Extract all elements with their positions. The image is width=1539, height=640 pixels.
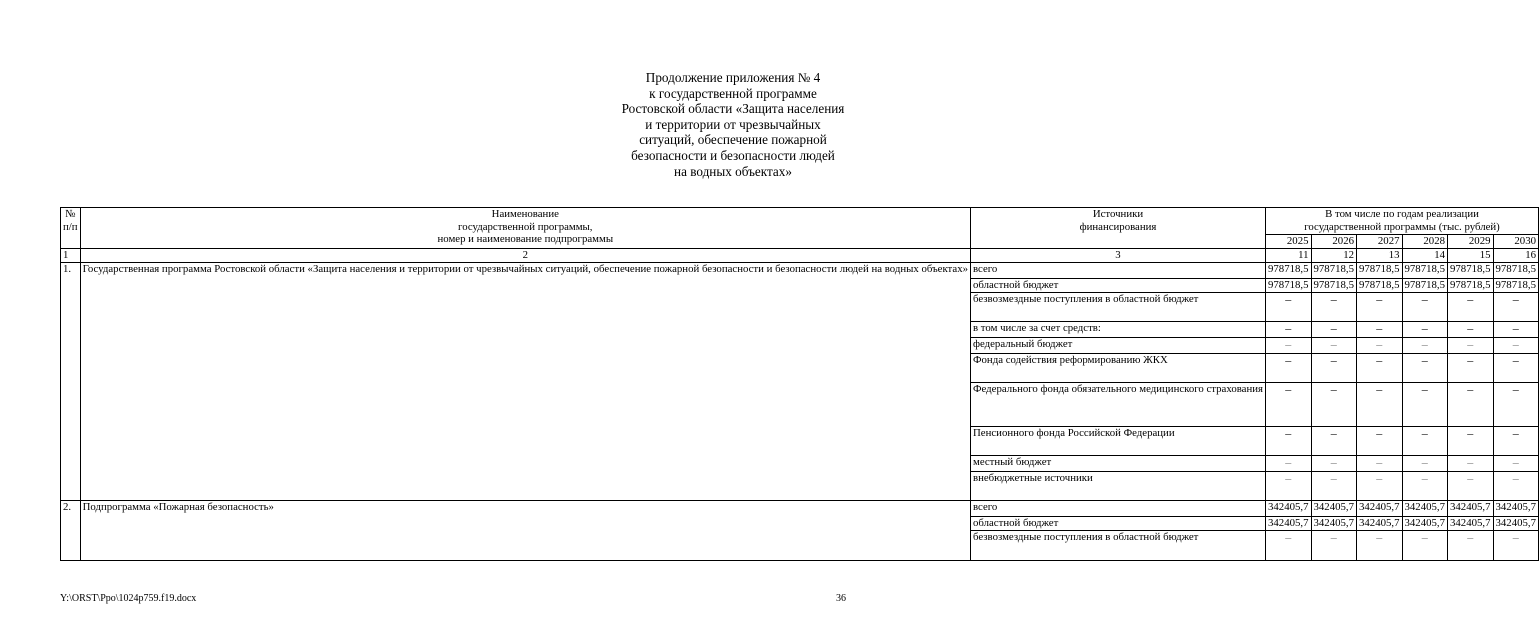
value-cell: –	[1402, 427, 1448, 456]
value-cell: –	[1402, 354, 1448, 383]
source-cell: областной бюджет	[971, 517, 1266, 531]
value-cell: –	[1402, 322, 1448, 338]
value-cell: 342405,7	[1402, 517, 1448, 531]
value-cell: –	[1493, 338, 1539, 354]
value-cell: –	[1266, 383, 1312, 427]
source-cell: Пенсионного фонда Российской Федерации	[971, 427, 1266, 456]
column-number: 13	[1357, 249, 1403, 263]
value-cell: –	[1311, 531, 1357, 561]
subprogram-name: Подпрограмма «Пожарная безопасность»	[80, 501, 970, 561]
value-cell: –	[1448, 531, 1494, 561]
source-cell: внебюджетные источники	[971, 472, 1266, 501]
value-cell: –	[1448, 472, 1494, 501]
source-cell: в том числе за счет средств:	[971, 322, 1266, 338]
header-name: Наименование государственной программы, номер и наименование подпрограммы	[80, 208, 970, 249]
value-cell: 978718,5	[1311, 279, 1357, 293]
value-cell: –	[1493, 472, 1539, 501]
value-cell: 342405,7	[1357, 517, 1403, 531]
value-cell: –	[1357, 472, 1403, 501]
value-cell: –	[1402, 456, 1448, 472]
header-line: Ростовской области «Защита населения	[621, 101, 845, 117]
value-cell: –	[1493, 293, 1539, 322]
value-cell: –	[1266, 354, 1312, 383]
value-cell: 978718,5	[1448, 279, 1494, 293]
column-number: 16	[1493, 249, 1539, 263]
value-cell: –	[1357, 427, 1403, 456]
value-cell: 978718,5	[1493, 279, 1539, 293]
header-line: и территории от чрезвычайных	[645, 116, 821, 132]
header-line: к государственной программе	[649, 85, 817, 101]
footer-page-number: 36	[836, 593, 846, 604]
source-cell: всего	[971, 263, 1266, 279]
value-cell: –	[1266, 293, 1312, 322]
header-line: безопасности и безопасности людей	[631, 147, 835, 163]
value-cell: –	[1311, 427, 1357, 456]
value-cell: –	[1402, 472, 1448, 501]
value-cell: 342405,7	[1266, 517, 1312, 531]
value-cell: –	[1402, 531, 1448, 561]
value-cell: –	[1266, 338, 1312, 354]
header-years-caption: В том числе по годам реализации государственной программы (тыс. рублей)	[1266, 208, 1539, 235]
value-cell: –	[1448, 427, 1494, 456]
value-cell: –	[1357, 383, 1403, 427]
value-cell: –	[1448, 322, 1494, 338]
value-cell: –	[1448, 383, 1494, 427]
value-cell: –	[1448, 293, 1494, 322]
value-cell: –	[1493, 354, 1539, 383]
value-cell: –	[1311, 293, 1357, 322]
value-cell: 978718,5	[1448, 263, 1494, 279]
header-year: 2026	[1311, 235, 1357, 249]
value-cell: –	[1311, 322, 1357, 338]
header-year: 2029	[1448, 235, 1494, 249]
value-cell: –	[1493, 383, 1539, 427]
value-cell: 342405,7	[1266, 501, 1312, 517]
value-cell: 978718,5	[1493, 263, 1539, 279]
value-cell: –	[1357, 322, 1403, 338]
header-year: 2027	[1357, 235, 1403, 249]
value-cell: 978718,5	[1357, 263, 1403, 279]
value-cell: –	[1357, 338, 1403, 354]
column-number: 2	[80, 249, 970, 263]
value-cell: 342405,7	[1311, 517, 1357, 531]
value-cell: 342405,7	[1357, 501, 1403, 517]
value-cell: –	[1266, 427, 1312, 456]
value-cell: –	[1266, 456, 1312, 472]
value-cell: –	[1493, 456, 1539, 472]
value-cell: –	[1357, 531, 1403, 561]
value-cell: 342405,7	[1448, 501, 1494, 517]
header-year: 2030	[1493, 235, 1539, 249]
header-year: 2028	[1402, 235, 1448, 249]
value-cell: 978718,5	[1357, 279, 1403, 293]
program-name: Государственная программа Ростовской области «Защита населения и территории от чрезвычайных ситуаций, обеспечение пожарной безопасности и безопасности людей на водных объектах»	[80, 263, 970, 501]
value-cell: –	[1493, 531, 1539, 561]
footer-file-path: Y:\ORST\Ppo\1024p759.f19.docx	[60, 593, 197, 604]
value-cell: 342405,7	[1493, 517, 1539, 531]
column-number: 12	[1311, 249, 1357, 263]
table-row	[61, 249, 1539, 263]
value-cell: 342405,7	[1311, 501, 1357, 517]
value-cell: –	[1266, 472, 1312, 501]
column-number: 14	[1402, 249, 1448, 263]
column-number: 1	[61, 249, 81, 263]
source-cell: местный бюджет	[971, 456, 1266, 472]
column-number: 11	[1266, 249, 1312, 263]
column-number: 15	[1448, 249, 1494, 263]
value-cell: –	[1448, 456, 1494, 472]
value-cell: 978718,5	[1402, 263, 1448, 279]
header-source: Источники финансирования	[971, 208, 1266, 249]
header-year: 2025	[1266, 235, 1312, 249]
source-cell: областной бюджет	[971, 279, 1266, 293]
value-cell: –	[1311, 383, 1357, 427]
header-line: Продолжение приложения № 4	[645, 70, 821, 85]
value-cell: –	[1493, 427, 1539, 456]
appendix-header	[600, 70, 866, 179]
value-cell: 978718,5	[1402, 279, 1448, 293]
value-cell: –	[1402, 383, 1448, 427]
column-number: 3	[971, 249, 1266, 263]
value-cell: 342405,7	[1448, 517, 1494, 531]
header-num: № п/п	[61, 208, 81, 249]
value-cell: 978718,5	[1266, 279, 1312, 293]
table-row	[61, 208, 1539, 235]
source-cell: безвозмездные поступления в областной бюджет	[971, 531, 1266, 561]
value-cell: 342405,7	[1402, 501, 1448, 517]
header-line: ситуаций, обеспечение пожарной	[639, 132, 827, 148]
header-line: на водных объектах»	[674, 163, 792, 179]
value-cell: –	[1311, 456, 1357, 472]
source-cell: федеральный бюджет	[971, 338, 1266, 354]
financing-table	[60, 207, 1539, 561]
source-cell: безвозмездные поступления в областной бюджет	[971, 293, 1266, 322]
value-cell: 978718,5	[1311, 263, 1357, 279]
value-cell: –	[1402, 293, 1448, 322]
value-cell: –	[1311, 338, 1357, 354]
table-row	[61, 501, 1539, 517]
value-cell: –	[1493, 322, 1539, 338]
value-cell: –	[1357, 456, 1403, 472]
subprogram-num: 2.	[61, 501, 81, 561]
value-cell: –	[1357, 354, 1403, 383]
value-cell: 342405,7	[1493, 501, 1539, 517]
value-cell: –	[1402, 338, 1448, 354]
value-cell: –	[1311, 472, 1357, 501]
value-cell: 978718,5	[1266, 263, 1312, 279]
source-cell: Фонда содействия реформированию ЖКХ	[971, 354, 1266, 383]
source-cell: Федерального фонда обязательного медицинского страхования	[971, 383, 1266, 427]
table-row	[61, 263, 1539, 279]
value-cell: –	[1448, 338, 1494, 354]
value-cell: –	[1266, 322, 1312, 338]
value-cell: –	[1357, 293, 1403, 322]
program-num: 1.	[61, 263, 81, 501]
source-cell: всего	[971, 501, 1266, 517]
value-cell: –	[1311, 354, 1357, 383]
value-cell: –	[1448, 354, 1494, 383]
value-cell: –	[1266, 531, 1312, 561]
